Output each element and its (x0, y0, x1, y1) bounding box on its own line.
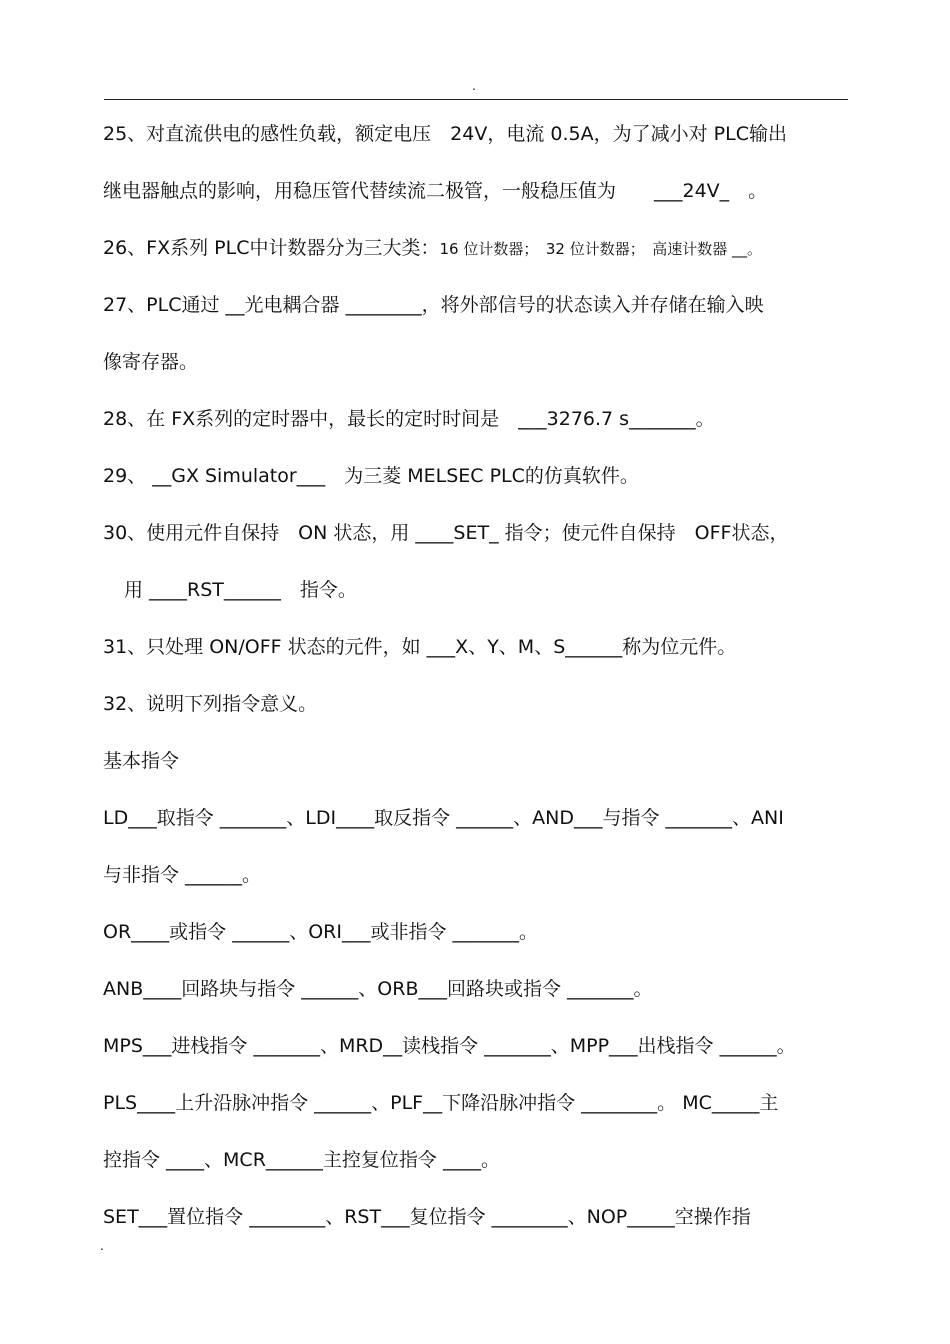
question-32: 32、说明下列指令意义。 (103, 693, 318, 715)
question-28: 28、在 FX系列的定时器中，最长的定时时间是 ___3276.7 s_______。 (103, 408, 715, 430)
instruction-line-or: OR____或指令 ______、ORI___或非指令 _______。 (103, 921, 538, 943)
question-26-head: 26、FX系列 PLC中计数器分为三大类： (103, 237, 440, 259)
instruction-line-ld: LD___取指令 _______、LDI____取反指令 ______、AND___与指令 _______、ANI (103, 807, 784, 829)
question-26 (103, 235, 863, 262)
question-27-line-2: 像寄存器。 (103, 351, 199, 373)
question-25-line-2: 继电器触点的影响，用稳压管代替续流二极管，一般稳压值为 ___24V_ 。 (103, 180, 768, 202)
question-25-line-1: 25、对直流供电的感性负载，额定电压 24V，电流 0.5A，为了减小对 PLC输出 (103, 123, 787, 145)
instruction-line-anb: ANB____回路块与指令 ______、ORB___回路块或指令 _______。 (103, 978, 653, 1000)
question-30-line-2: 用 ____RST______ 指令。 (124, 579, 357, 601)
instruction-line-mc: 控指令 ____、MCR______主控复位指令 ____。 (103, 1149, 500, 1171)
header-mark: . (472, 79, 476, 93)
footer-mark: . (100, 1239, 104, 1253)
instruction-line-pls: PLS____上升沿脉冲指令 ______、PLF__下降沿脉冲指令 ________。 MC_____主 (103, 1092, 779, 1114)
question-27-line-1: 27、PLC通过 __光电耦合器 ________，将外部信号的状态读入并存储在输入映 (103, 294, 764, 316)
instruction-line-ani: 与非指令 ______。 (103, 864, 262, 886)
question-29: 29、 __GX Simulator___ 为三菱 MELSEC PLC的仿真软件。 (103, 465, 639, 487)
question-30-line-1: 30、使用元件自保持 ON 状态，用 ____SET_ 指令；使元件自保持 OFF状态， (103, 522, 789, 544)
header-rule (104, 99, 848, 100)
section-heading-basic-instructions: 基本指令 (103, 750, 180, 772)
instruction-line-set: SET___置位指令 ________、RST___复位指令 ________、NOP_____空操作指 (103, 1206, 751, 1228)
instruction-line-mps: MPS___进栈指令 _______、MRD__读栈指令 _______、MPP___出栈指令 ______。 (103, 1035, 796, 1057)
question-31: 31、只处理 ON/OFF 状态的元件，如 ___X、Y、M、S______称为位元件。 (103, 636, 737, 658)
question-26-answer: 16 位计数器； 32 位计数器； 高速计数器 __。 (439, 240, 762, 258)
